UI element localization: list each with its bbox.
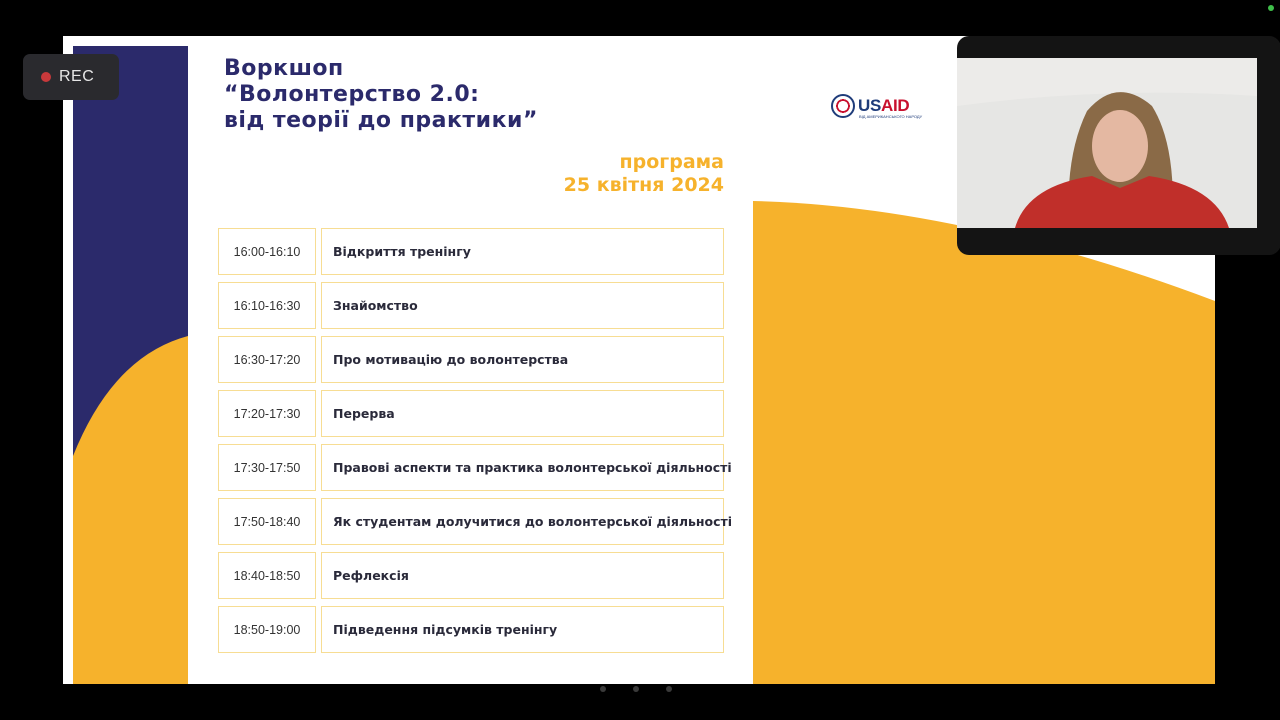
recording-indicator[interactable] [23, 54, 119, 100]
slide-title [224, 56, 538, 134]
schedule-activity: Про мотивацію до волонтерства [321, 336, 724, 383]
usaid-tagline: ВІД АМЕРИКАНСЬКОГО НАРОДУ [859, 114, 923, 119]
green-dot-icon [1268, 5, 1274, 11]
participant-video-feed [957, 36, 1280, 255]
schedule-activity: Відкриття тренінгу [321, 228, 724, 275]
yellow-blob-right [753, 201, 1215, 684]
schedule-time: 16:10-16:30 [218, 282, 316, 329]
schedule-activity: Рефлексія [321, 552, 724, 599]
schedule-time: 17:50-18:40 [218, 498, 316, 545]
schedule-activity: Правові аспекти та практика волонтерської діяльності [321, 444, 724, 491]
schedule-activity: Підведення підсумків тренінгу [321, 606, 724, 653]
nav-dot-icon [633, 686, 639, 692]
participant-video-tile[interactable] [957, 36, 1280, 255]
title-line-2: “Волонтерство 2.0: [224, 82, 480, 107]
schedule-time: 18:40-18:50 [218, 552, 316, 599]
schedule-time: 16:00-16:10 [218, 228, 316, 275]
usaid-logo [831, 94, 923, 119]
program-label: програма [619, 151, 724, 173]
usaid-wordmark: USAID [858, 96, 910, 115]
person-face [1092, 110, 1148, 182]
red-dot-icon [41, 72, 51, 82]
usaid-seal-icon [831, 94, 855, 118]
recording-label: REC [59, 68, 95, 85]
program-heading [543, 151, 724, 197]
program-date: 25 квітня 2024 [563, 174, 724, 196]
schedule-time: 16:30-17:20 [218, 336, 316, 383]
slide-navigation-dots [600, 677, 699, 696]
nav-dot-icon [666, 686, 672, 692]
schedule-activity: Перерва [321, 390, 724, 437]
schedule-time: 17:30-17:50 [218, 444, 316, 491]
title-line-1: Воркшоп [224, 56, 344, 81]
title-line-3: від теорії до практики” [224, 108, 538, 133]
schedule-activity: Знайомство [321, 282, 724, 329]
schedule-time: 17:20-17:30 [218, 390, 316, 437]
schedule-time: 18:50-19:00 [218, 606, 316, 653]
schedule-activity: Як студентам долучитися до волонтерської діяльності [321, 498, 724, 545]
nav-dot-icon [600, 686, 606, 692]
